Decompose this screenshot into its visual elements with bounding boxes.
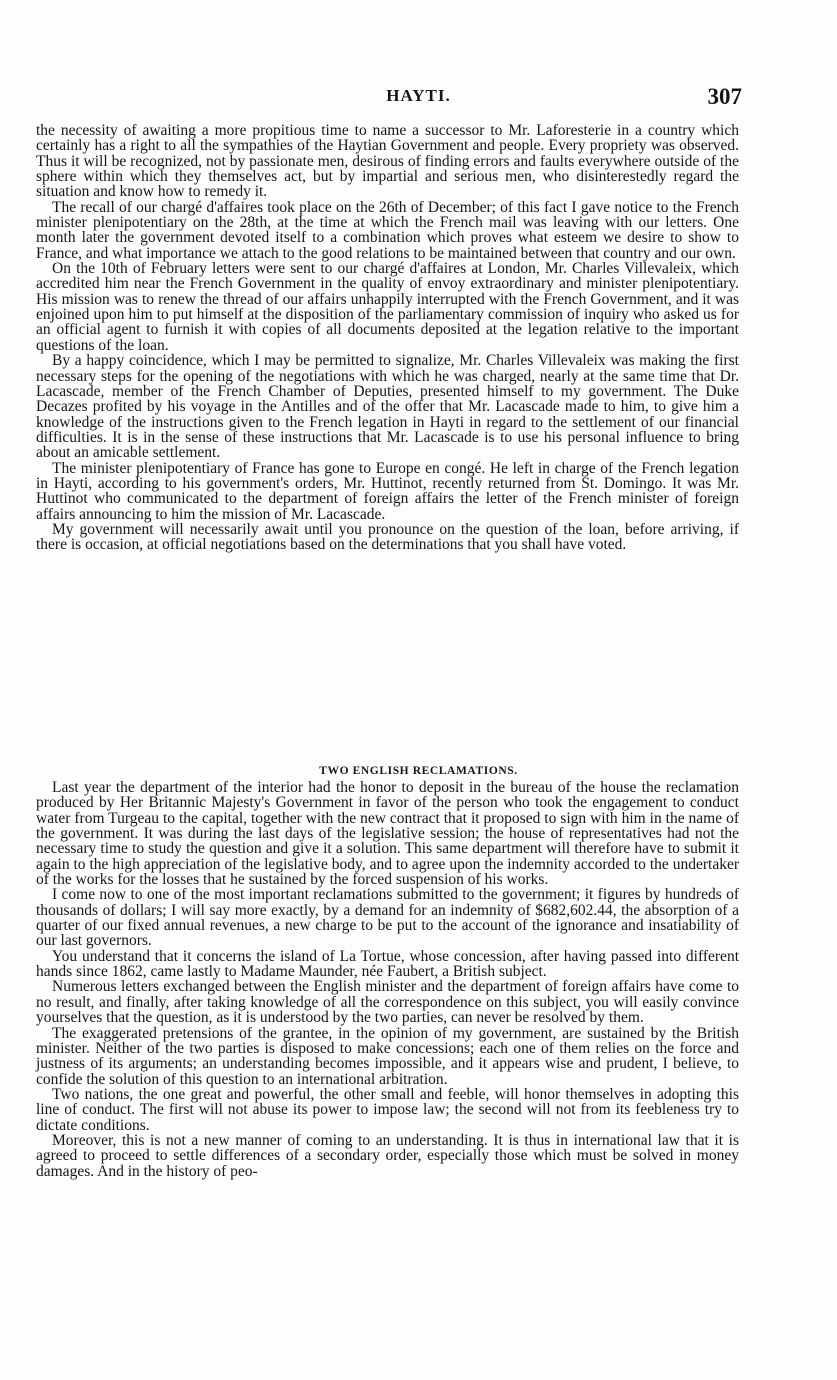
- paragraph: the necessity of awaiting a more propitious time to name a successor to Mr. Laforesterie in a country which certainly has a right to all the sympathies of the Haytian Government and people. Every propriety was observed. Thus it will be recognized, not by passionate men, desirous of finding errors and faults everywhere outside of the sphere within which they themselves act, but by impartial and serious men, who disinterestedly regard the situation and know how to remedy it.: [36, 122, 739, 201]
- paragraph: Two nations, the one great and powerful, the other small and feeble, will honor themselves in adopting this line of conduct. The first will not abuse its power to impose law; the second will not from its feebleness try to dictate conditions.: [36, 1085, 739, 1134]
- running-title: HAYTI.: [386, 86, 451, 105]
- paragraph: You understand that it concerns the island of La Tortue, whose concession, after having passed into different hands since 1862, came lastly to Madame Maunder, née Faubert, a British subject.: [36, 947, 739, 981]
- paragraph: Last year the department of the interior had the honor to deposit in the bureau of the house the reclamation produced by Her Britannic Majesty's Government in favor of the person who took the engagement to conduct water from Turgeau to the capital, together with the new contract that it proposed to sign with him in the name of the government. It was during the last days of the legislative session; the house of representatives had not the necessary time to study the question and give it a solution. This same department will therefore have to submit it again to the high appreciation of the legislative body, and to agree upon the indemnity accorded to the undertaker of the works for the losses that he sustained by the forced suspension of his works.: [36, 779, 739, 889]
- paragraph: The recall of our chargé d'affaires took place on the 26th of December; of this fact I gave notice to the French minister plenipotentiary on the 28th, at the time at which the French mail was leaving with our letters. One month later the government devoted itself to a combination which proves what esteem we desire to show to France, and what importance we attach to the good relations to be maintained between that country and our own.: [36, 198, 739, 262]
- paragraph: Moreover, this is not a new manner of coming to an understanding. It is thus in international law that it is agreed to proceed to settle differences of a secondary order, especially those which must be solved in money damages. And in the history of peo-: [36, 1131, 739, 1180]
- paragraph: By a happy coincidence, which I may be permitted to signalize, Mr. Charles Villevaleix was making the first necessary steps for the opening of the negotiations with which he was charged, nearly at the same time that Dr. Lacascade, member of the French Chamber of Deputies, presented himself to my government. The Duke Decazes profited by his voyage in the Antilles and of the offer that Mr. Lacascade made to him, to give him a knowledge of the instructions given to the French legation in Hayti in regard to the settlement of our financial difficulties. It is in the sense of these instructions that Mr. Lacascade is to use his personal influence to bring about an amicable settlement.: [36, 352, 739, 462]
- paragraph: Numerous letters exchanged between the English minister and the department of foreign affairs have come to no result, and finally, after taking knowledge of all the correspondence on this subject, you will easily convince yourselves that the question, as it is understood by the two parties, can never be resolved by them.: [36, 978, 739, 1027]
- paragraph: On the 10th of February letters were sent to our chargé d'affaires at London, Mr. Charles Villevaleix, which accredited him near the French Government in the quality of envoy extraordinary and minister plenipotentiary. His mission was to renew the thread of our affairs unhappily interrupted with the French Government, and it was enjoined upon him to put himself at the disposition of the parliamentary commission of inquiry who asked us for an official agent to furnish it with copies of all documents deposited at the legation relative to the important questions of the loan.: [36, 260, 739, 354]
- running-head: [0, 84, 837, 114]
- section-one-body: [36, 123, 739, 553]
- paragraph: I come now to one of the most important reclamations submitted to the government; it figures by hundreds of thousands of dollars; I will say more exactly, by a demand for an indemnity of $682,602.44, the absorption of a quarter of our fixed annual revenues, a new charge to be put to the account of the ignorance and insatiability of our last governors.: [36, 886, 739, 950]
- section-heading: TWO ENGLISH RECLAMATIONS.: [319, 765, 518, 777]
- page-number: 307: [707, 84, 742, 109]
- paragraph: The exaggerated pretensions of the grantee, in the opinion of my government, are sustained by the British minister. Neither of the two parties is disposed to make concessions; each one of them relies on the force and justness of its arguments; an understanding becomes impossible, and it appears wise and prudent, I believe, to confide the solution of this question to an international arbitration.: [36, 1024, 739, 1088]
- section-two-body: [36, 780, 739, 1179]
- paragraph: The minister plenipotentiary of France has gone to Europe en congé. He left in charge of the French legation in Hayti, according to his government's orders, Mr. Huttinot, recently returned from St. Domingo. It was Mr. Huttinot who communicated to the department of foreign affairs the letter of the French minister of foreign affairs announcing to him the mission of Mr. Lacascade.: [36, 459, 739, 523]
- paragraph: My government will necessarily await until you pronounce on the question of the loan, before arriving, if there is occasion, at official negotiations based on the determinations that you shall have voted.: [36, 520, 739, 554]
